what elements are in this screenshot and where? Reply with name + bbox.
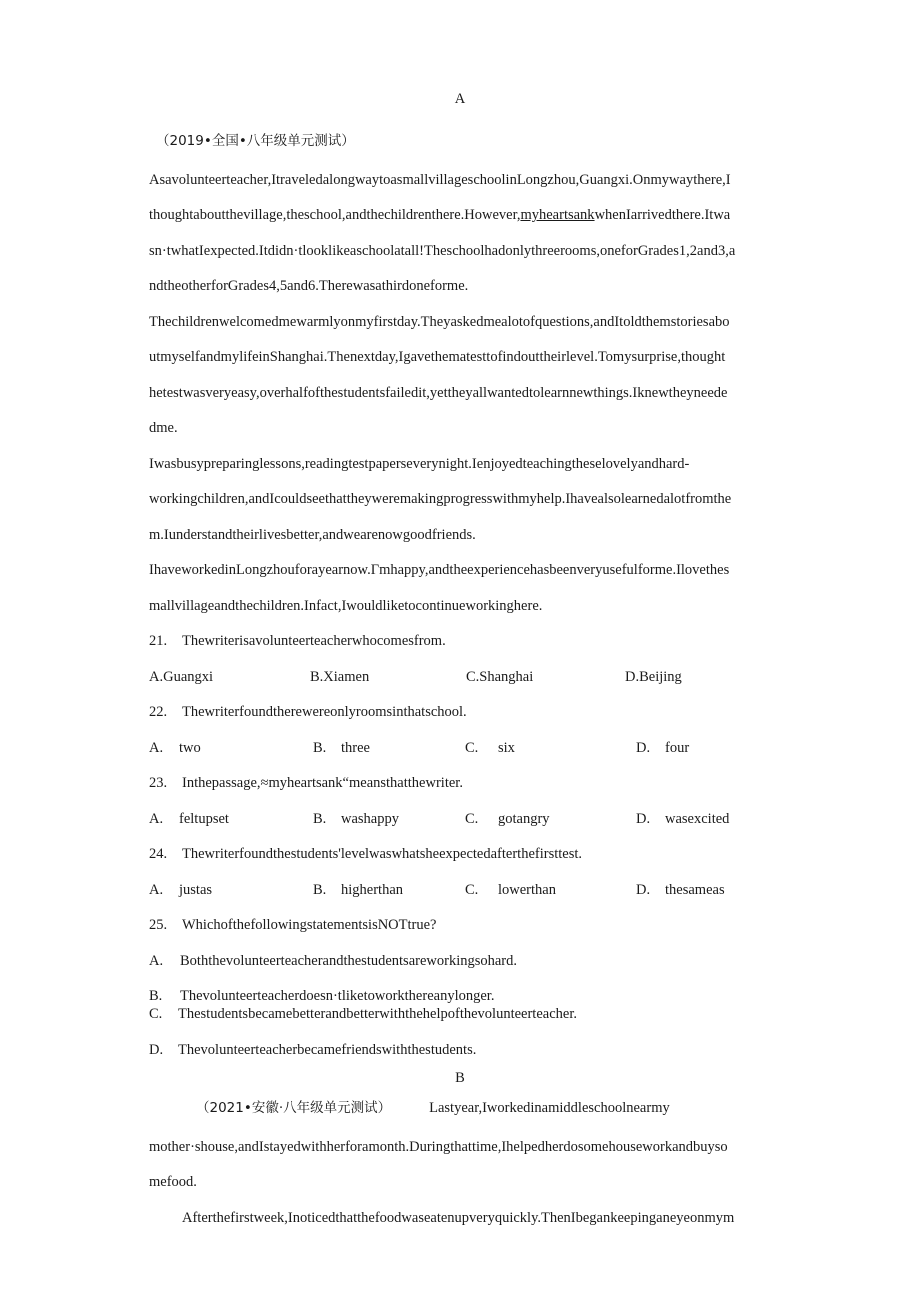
option-d: thesameas <box>665 882 725 898</box>
option-c: C. Thestudentsbecamebetterandbetterwiththehelpofthevolunteerteacher. <box>149 1006 577 1022</box>
option-b-letter: B. <box>313 811 327 827</box>
option-b: washappy <box>341 811 399 827</box>
option-d: wasexcited <box>665 811 730 827</box>
option-c: C.Shanghai <box>466 669 534 685</box>
passage-line: sn·twhatIexpected.Itdidn·tlooklikeaschoolatall!Theschoolhadonlythreerooms,oneforGrades1,2and3,a <box>149 243 736 259</box>
option-c-letter: C. <box>465 740 479 756</box>
section-b-heading: B <box>455 1070 465 1086</box>
passage-line: Afterthefirstweek,Inoticedthatthefoodwaseatenupveryquickly.ThenIbegankeepinganeyeonmym <box>182 1210 735 1226</box>
passage-line: mallvillageandthechildren.Infact,Iwouldliketocontinueworkinghere. <box>149 598 543 614</box>
option-c: six <box>498 740 515 756</box>
passage-line: mefood. <box>149 1174 197 1190</box>
passage-line: dme. <box>149 420 178 436</box>
option-d: four <box>665 740 690 756</box>
passage-text: whenIarrivedthere.Itwa <box>594 207 731 223</box>
passage-line <box>149 206 730 224</box>
question-25: 25. WhichofthefollowingstatementsisNOTtrue? <box>149 917 437 933</box>
passage-line: workingchildren,andIcouldseethattheyweremakingprogresswithmyhelp.Ihavealsolearnedalotfromthe <box>149 491 732 507</box>
option-a: A. Boththevolunteerteacherandthestudentsareworkingsohard. <box>149 953 518 969</box>
underlined-phrase: myheartsank <box>520 207 595 223</box>
passage-line: Asavolunteerteacher,ItraveledalongwaytoasmallvillageschoolinLongzhou,Guangxi.Onmywaythere,I <box>149 172 731 188</box>
option-a: A.Guangxi <box>149 669 214 685</box>
section-b-first-line <box>196 1099 670 1117</box>
option-a: two <box>179 740 201 756</box>
passage-line: utmyselfandmylifeinShanghai.Thenextday,Igavethematesttofindouttheirlevel.Tomysurprise,thought <box>149 349 726 365</box>
section-b-source: （2021•安徽·八年级单元测试） <box>196 1100 392 1116</box>
option-b-letter: B. <box>313 882 327 898</box>
option-d-letter: D. <box>636 811 651 827</box>
option-b: three <box>341 740 370 756</box>
passage-line: hetestwasveryeasy,overhalfofthestudentsfailedit,yettheyallwantedtolearnnewthings.Iknewtheyneede <box>149 385 728 401</box>
option-d-letter: D. <box>636 740 651 756</box>
option-a: feltupset <box>179 811 229 827</box>
section-a-heading: A <box>454 91 466 107</box>
passage-text: Lastyear,Iworkedinamiddleschoolnearmy <box>429 1100 670 1116</box>
option-a-letter: A. <box>149 740 164 756</box>
option-a-letter: A. <box>149 811 164 827</box>
passage-line: IhaveworkedinLongzhouforayearnow.Γmhappy,andtheexperiencehasbeenveryusefulforme.Ilovethes <box>149 562 730 578</box>
passage-text: thoughtaboutthevillage,theschool,andthechildrenthere.However, <box>149 207 521 223</box>
option-a-letter: A. <box>149 882 164 898</box>
option-b: higherthan <box>341 882 404 898</box>
passage-line: Thechildrenwelcomedmewarmlyonmyfirstday.Theyaskedmealotofquestions,andItoldthemstoriesabo <box>149 314 730 330</box>
passage-line: mother·shouse,andIstayedwithherforamonth.Duringthattime,Ihelpedherdosomehouseworkandbuyso <box>149 1139 728 1155</box>
section-a-source: （2019•全国•八年级单元测试） <box>156 133 355 149</box>
option-c: gotangry <box>498 811 550 827</box>
option-a: justas <box>179 882 213 898</box>
option-d-letter: D. <box>636 882 651 898</box>
option-d: D.Beijing <box>625 669 682 685</box>
option-b: B.Xiamen <box>310 669 370 685</box>
question-22: 22. Thewriterfoundtherewereonlyroomsinthatschool. <box>149 704 467 720</box>
option-c-letter: C. <box>465 882 479 898</box>
passage-line: m.Iunderstandtheirlivesbetter,andwearenowgoodfriends. <box>149 527 476 543</box>
question-24: 24. Thewriterfoundthestudents'levelwaswhatsheexpectedafterthefirsttest. <box>149 846 583 862</box>
option-b-letter: B. <box>313 740 327 756</box>
option-c: lowerthan <box>498 882 556 898</box>
option-d: D. Thevolunteerteacherbecamefriendswiththestudents. <box>149 1042 477 1058</box>
question-21: 21. Thewriterisavolunteerteacherwhocomesfrom. <box>149 633 446 649</box>
passage-line: Iwasbusypreparinglessons,readingtestpaperseverynight.Ienjoyedteachingtheselovelyandhard- <box>149 456 690 472</box>
passage-line: ndtheotherforGrades4,5and6.Therewasathirdoneforme. <box>149 278 469 294</box>
option-c-letter: C. <box>465 811 479 827</box>
question-23: 23. Inthepassage,≈myheartsank“meansthatthewriter. <box>149 775 463 791</box>
option-b: B. Thevolunteerteacherdoesn·tliketoworkthereanylonger. <box>149 988 495 1004</box>
